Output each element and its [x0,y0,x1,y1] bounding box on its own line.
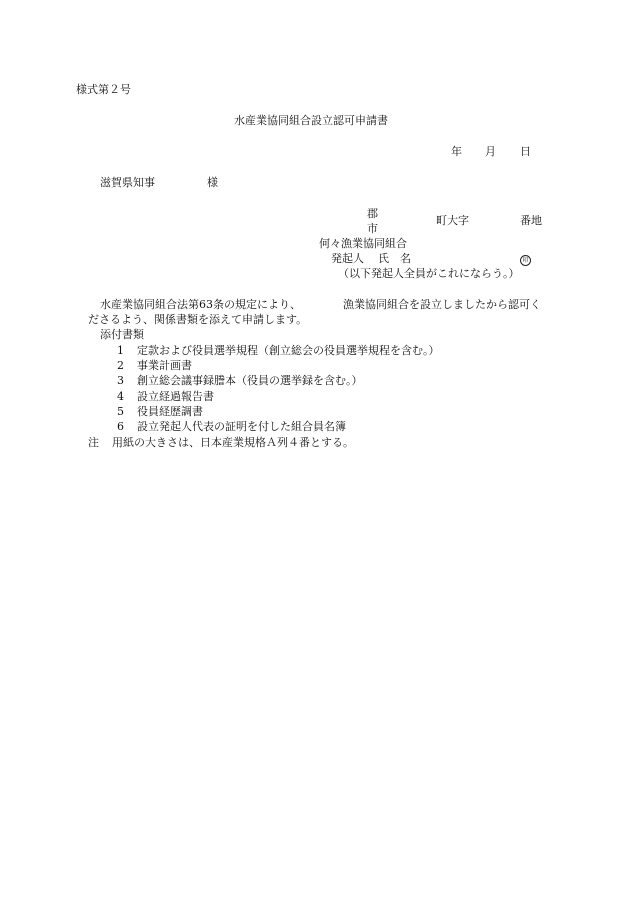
attachment-number: 6 [117,420,124,433]
footnote-label: 注 [88,436,99,449]
footnote-text: 用紙の大きさは、日本産業規格Ａ列４番とする。 [112,436,354,449]
body-line-2: ださるよう、関係書類を添えて申請します。 [88,313,308,326]
address-shi: 市 [367,222,378,235]
promoter-note: （以下発起人全員がこれにならう。） [338,267,520,280]
date-month: 月 [485,145,496,158]
attachment-text: 設立経過報告書 [137,390,214,403]
body-line-1b: 漁業協同組合を設立しましたから認可く [343,298,541,311]
seal-icon: 印 [520,255,531,266]
address-town: 町大字 [436,214,469,227]
attachment-number: 2 [117,359,124,372]
date-year: 年 [451,145,462,158]
attachment-text: 定款および役員選挙規程（創立総会の役員選挙規程を含む。） [137,344,440,357]
union-name: 何々漁業協同組合 [319,237,407,250]
attachment-text: 役員経歴調書 [137,405,203,418]
form-number: 様式第２号 [76,83,131,96]
name-label: 氏 名 [378,252,411,265]
attachment-text: 創立総会議事録謄本（役員の選挙録を含む。） [137,374,363,387]
date-day: 日 [520,145,531,158]
attachment-number: 4 [117,390,124,403]
attachment-number: 3 [117,374,124,387]
seal-mark [520,252,531,266]
attachment-number: 5 [117,405,124,418]
address-banchi: 番地 [520,214,542,227]
attachments-heading: 添付書類 [100,328,144,341]
addressee-name: 滋賀県知事 [100,176,155,189]
document-title: 水産業協同組合設立認可申請書 [234,114,388,127]
addressee-honorific: 様 [207,176,218,189]
promoter-label: 発起人 [331,252,364,265]
body-line-1a: 水産業協同組合法第63条の規定により、 [100,298,301,311]
attachment-text: 事業計画書 [137,359,192,372]
attachment-number: 1 [117,344,124,357]
attachment-text: 設立発起人代表の証明を付した組合員名簿 [137,420,346,433]
address-gun: 郡 [367,207,378,220]
